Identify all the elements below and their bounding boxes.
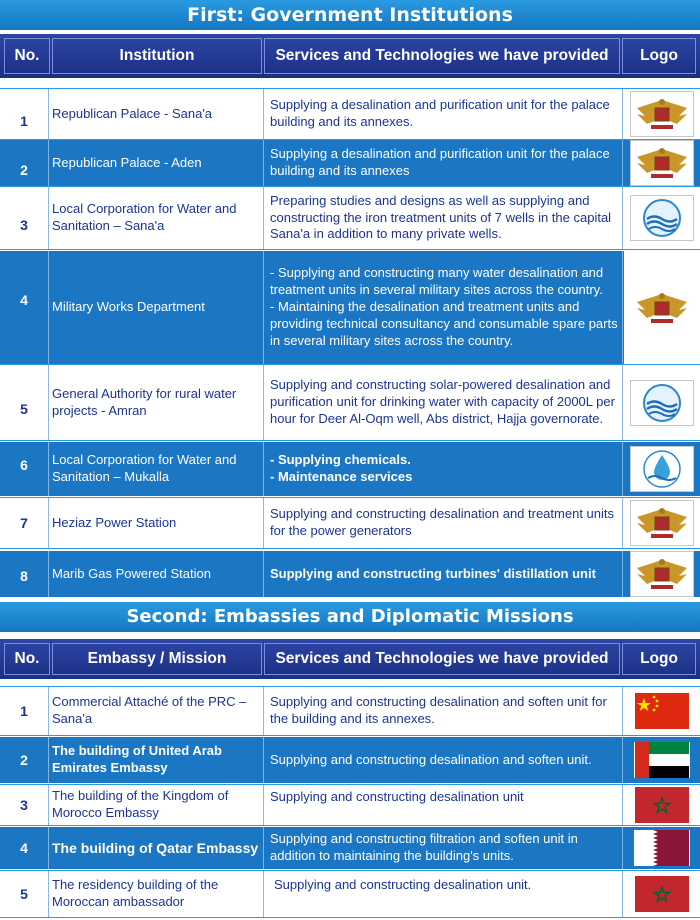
morocco-flag-icon xyxy=(634,787,690,823)
table-header-embassies xyxy=(0,637,700,681)
institution-name: Republican Palace - Aden xyxy=(52,154,202,170)
service-description: Supplying and constructing desalination and treatment units for the power generators xyxy=(270,506,614,538)
row-number: 5 xyxy=(20,401,28,418)
institution-name: Republican Palace - Sana'a xyxy=(52,105,213,121)
uae-flag-icon xyxy=(634,742,690,778)
table-row xyxy=(0,364,700,441)
embassy-name: The building of Qatar Embassy xyxy=(52,839,259,856)
service-description: Supplying a desalination and purification unit for the palace building and its annexes xyxy=(270,146,610,178)
table-row xyxy=(0,88,700,140)
service-description: Preparing studies and designs as well as supplying and constructing the iron treatment units of 7 wells in the capital Sana'a in addition to many private wells. xyxy=(270,192,612,242)
service-description: Supplying and constructing desalination unit xyxy=(270,789,524,804)
institution-name: Local Corporation for Water and Sanitation – Sana'a xyxy=(52,201,237,233)
service-description: Supplying and constructing solar-powered desalination and purification unit for drinking water with capacity of 2000L per hour for Deer Al-Oqm well, Abs district, Hajja governorate. xyxy=(270,377,615,426)
service-description: Supplying and constructing turbines' distillation unit xyxy=(270,565,596,581)
column-header-services: Services and Technologies we have provided xyxy=(264,643,620,675)
row-number: 1 xyxy=(20,702,28,719)
row-number: 2 xyxy=(20,751,28,768)
yemen-emblem-icon xyxy=(630,91,694,137)
table-row xyxy=(0,827,700,869)
table-row xyxy=(0,737,700,783)
row-number: 4 xyxy=(20,292,28,309)
table-row xyxy=(0,140,700,186)
water-corporation-logo-icon xyxy=(630,195,694,241)
column-header-logo: Logo xyxy=(622,643,696,675)
institution-name: Local Corporation for Water and Sanitation – Mukalla xyxy=(52,452,237,484)
embassy-name: Commercial Attaché of the PRC – Sana'a xyxy=(52,694,247,726)
china-flag-icon xyxy=(634,693,690,729)
service-description: Supplying and constructing desalination and soften unit for the building and its annexes. xyxy=(270,694,607,726)
column-header-embassy: Embassy / Mission xyxy=(52,643,262,675)
row-number: 6 xyxy=(20,456,28,473)
embassy-name: The building of United Arab Emirates Embassy xyxy=(52,743,222,775)
water-corporation-logo-icon xyxy=(630,380,694,426)
institution-name: Military Works Department xyxy=(52,299,205,315)
institution-name: Marib Gas Powered Station xyxy=(52,565,211,581)
embassy-name: The residency building of the Moroccan ambassador xyxy=(52,877,219,909)
service-description: - Supplying and constructing many water desalination and treatment units in several military sites across the country. - Maintaining the desalination and treatment units and providing technical consultancy and consumable spare parts in several military sites across the country. xyxy=(270,265,618,348)
column-header-no: No. xyxy=(4,643,50,675)
table-row xyxy=(0,870,700,918)
service-description: Supplying and constructing desalination and soften unit. xyxy=(270,751,592,767)
embassy-name: The building of the Kingdom of Morocco Embassy xyxy=(52,788,229,820)
row-number: 8 xyxy=(20,567,28,584)
table-header-government xyxy=(0,32,700,80)
section-title-government: First: Government Institutions xyxy=(0,0,700,30)
table-row xyxy=(0,186,700,250)
table-row xyxy=(0,442,700,496)
row-number: 5 xyxy=(20,885,28,902)
yemen-emblem-icon xyxy=(630,551,694,597)
column-header-logo: Logo xyxy=(622,38,696,74)
institution-name: Heziaz Power Station xyxy=(52,514,177,530)
institution-name: General Authority for rural water projects - Amran xyxy=(52,385,237,418)
water-drop-logo-icon xyxy=(630,446,694,492)
service-description: Supplying and constructing filtration and soften unit in addition to maintaining the building's units. xyxy=(270,831,578,863)
morocco-flag-icon xyxy=(634,876,690,912)
table-row xyxy=(0,251,700,364)
row-number: 7 xyxy=(20,514,28,531)
yemen-emblem-icon xyxy=(630,285,694,331)
column-header-services: Services and Technologies we have provided xyxy=(264,38,620,74)
table-row xyxy=(0,784,700,826)
table-row xyxy=(0,551,700,597)
table-row xyxy=(0,497,700,549)
service-description: Supplying a desalination and purification unit for the palace building and its annexes. xyxy=(270,97,610,129)
table-row xyxy=(0,686,700,736)
yemen-emblem-icon xyxy=(630,140,694,186)
yemen-emblem-icon xyxy=(630,500,694,546)
service-description: - Supplying chemicals. - Maintenance services xyxy=(270,452,413,484)
qatar-flag-icon xyxy=(634,830,690,866)
row-number: 4 xyxy=(20,839,28,856)
section-title-embassies: Second: Embassies and Diplomatic Missions xyxy=(0,602,700,632)
column-header-institution: Institution xyxy=(52,38,262,74)
row-number: 2 xyxy=(20,161,28,178)
row-number: 3 xyxy=(20,216,28,233)
row-number: 3 xyxy=(20,796,28,813)
service-description: Supplying and constructing desalination unit. xyxy=(274,877,532,892)
row-number: 1 xyxy=(20,112,28,129)
column-header-no: No. xyxy=(4,38,50,74)
